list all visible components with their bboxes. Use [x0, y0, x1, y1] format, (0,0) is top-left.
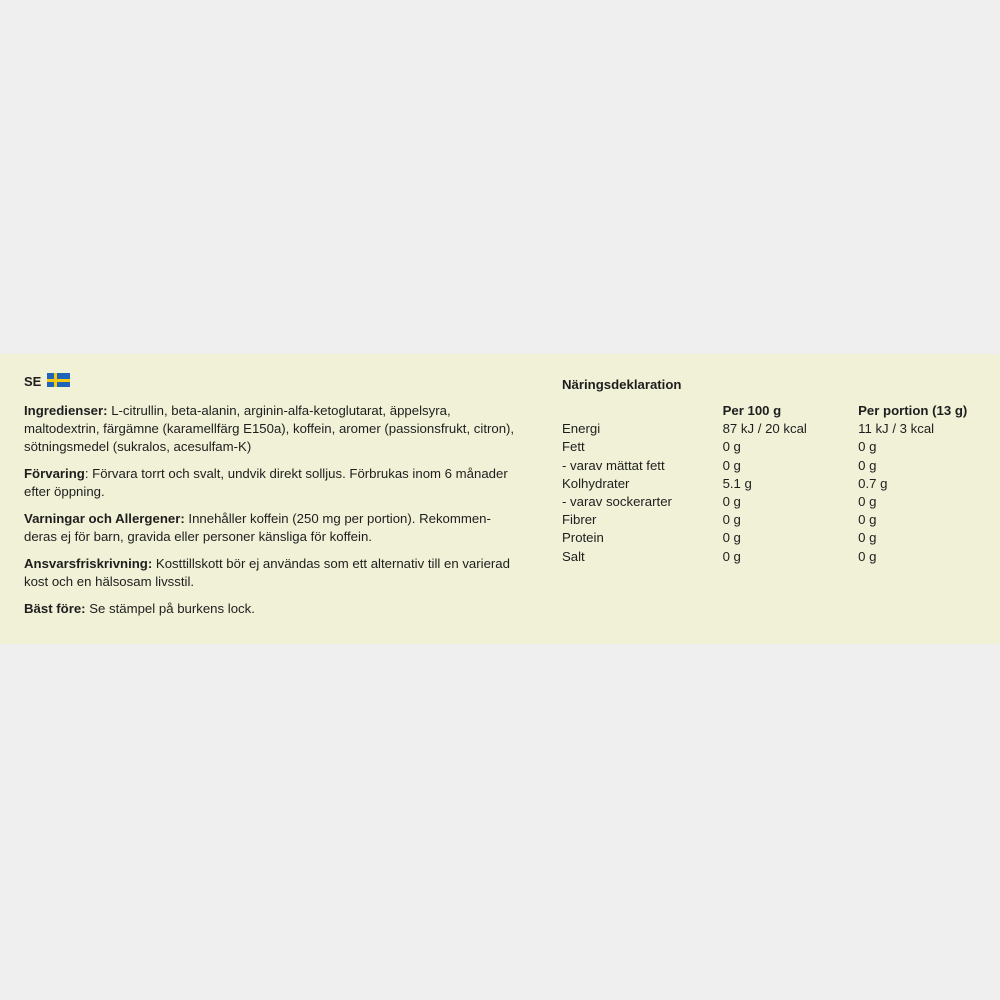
table-row: [562, 438, 982, 456]
best-before-text: Se stämpel på burkens lock.: [85, 601, 255, 616]
disclaimer-paragraph: [24, 555, 524, 591]
value-per-100g: 0 g: [722, 530, 741, 546]
warnings-label: Varningar och Allergener:: [24, 511, 185, 526]
nutrition-header-per-100g: Per 100 g: [722, 403, 782, 418]
storage-label: Förvaring: [24, 466, 85, 481]
nutrient-name: Fibrer: [562, 512, 597, 528]
table-row: [562, 548, 982, 566]
sweden-flag-icon: [47, 373, 70, 387]
ingredients-label: Ingredienser:: [24, 403, 108, 418]
best-before-paragraph: [24, 600, 524, 618]
storage-text: : Förvara torrt och svalt, undvik direkt solljus. Förbrukas inom 6 månader efter öppning.: [24, 466, 508, 499]
nutrient-name: Protein: [562, 530, 604, 546]
warnings-paragraph: [24, 510, 524, 546]
value-per-portion: 0 g: [858, 439, 877, 455]
value-per-portion: 0 g: [858, 548, 877, 564]
language-code: SE: [24, 374, 42, 389]
nutrient-name: Salt: [562, 548, 585, 564]
value-per-portion: 0.7 g: [858, 475, 888, 491]
value-per-100g: 0 g: [722, 548, 741, 564]
table-row: [562, 457, 982, 475]
value-per-100g: 0 g: [722, 457, 741, 473]
value-per-100g: 0 g: [722, 439, 741, 455]
ingredients-text: L-citrullin, beta-alanin, arginin-alfa-ketoglutarat, äppelsyra, maltodextrin, färgämne (karamellfärg E150a), koffein, aromer (passionsfrukt, citron), sötningsmedel (sukralos, acesulfam-K): [24, 403, 515, 454]
nutrition-header-row: [562, 402, 982, 420]
nutrition-title: Näringsdeklaration: [562, 377, 682, 392]
table-row: [562, 529, 982, 547]
nutrition-table: [562, 402, 982, 566]
storage-paragraph: [24, 465, 524, 501]
table-row: [562, 493, 982, 511]
ingredients-paragraph: [24, 402, 524, 456]
nutrition-header-nutrient: [562, 402, 723, 420]
table-row: [562, 420, 982, 438]
disclaimer-label: Ansvarsfriskrivning:: [24, 556, 153, 571]
value-per-portion: 0 g: [858, 530, 877, 546]
value-per-portion: 0 g: [858, 494, 877, 510]
language-row: [24, 373, 524, 391]
value-per-100g: 87 kJ / 20 kcal: [722, 421, 807, 437]
value-per-portion: 11 kJ / 3 kcal: [858, 421, 935, 437]
best-before-label: Bäst före:: [24, 601, 86, 616]
nutrient-name: - varav mättat fett: [562, 457, 665, 473]
value-per-portion: 0 g: [858, 457, 877, 473]
nutrient-name: Kolhydrater: [562, 475, 630, 491]
nutrition-column: [562, 376, 982, 566]
nutrient-name: Fett: [562, 439, 585, 455]
value-per-100g: 0 g: [722, 512, 741, 528]
product-label-panel: [0, 354, 1000, 644]
nutrient-name: - varav sockerarter: [562, 494, 672, 510]
table-row: [562, 475, 982, 493]
table-row: [562, 511, 982, 529]
warnings-text: Innehåller koffein (250 mg per portion). Rekommen- deras ej för barn, gravida eller personer känsliga för koffein.: [24, 511, 491, 544]
value-per-100g: 0 g: [722, 494, 741, 510]
nutrient-name: Energi: [562, 421, 601, 437]
ingredients-column: [24, 374, 524, 627]
nutrition-header-per-portion: Per portion (13 g): [858, 403, 968, 418]
disclaimer-text: Kosttillskott bör ej användas som ett alternativ till en varierad kost och en hälsosam livsstil.: [24, 556, 510, 589]
value-per-portion: 0 g: [858, 512, 877, 528]
value-per-100g: 5.1 g: [722, 475, 752, 491]
